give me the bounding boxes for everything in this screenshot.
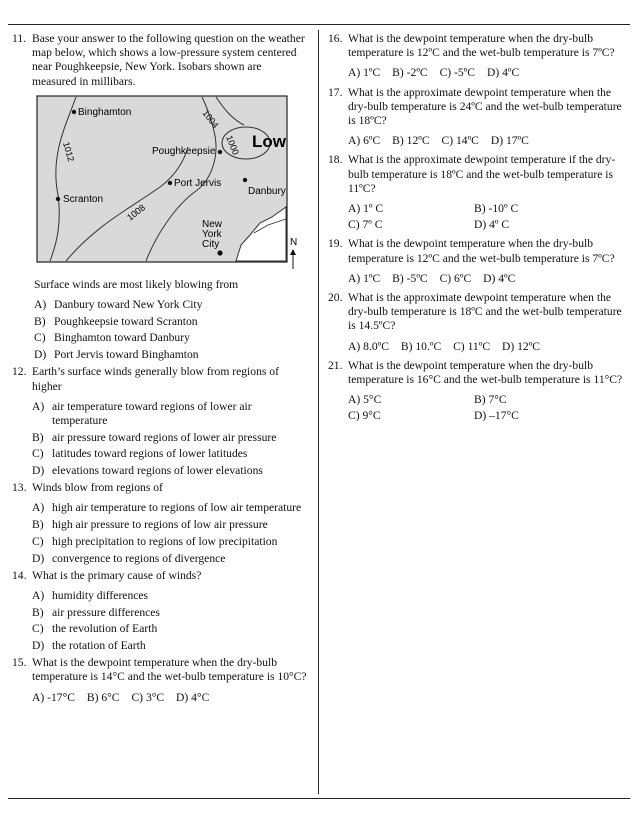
option-letter: D) <box>34 348 47 362</box>
answer-option[interactable]: A) 6ºC <box>348 134 381 148</box>
option-letter: A) <box>32 588 45 602</box>
answer-option[interactable]: B) -10º C <box>474 202 519 216</box>
binghamton-dot <box>72 110 76 114</box>
option-text: convergence to regions of divergence <box>52 551 226 565</box>
option-text: high air temperature to regions of low air temperature <box>52 501 302 515</box>
answer-option[interactable]: C) 11ºC <box>453 339 491 353</box>
answer-option[interactable] <box>32 431 308 445</box>
answer-choices <box>34 298 308 362</box>
question-stem: What is the dewpoint temperature when the dry-bulb temperature is 12ºC and the wet-bulb temperature is 7ºC? <box>348 32 615 60</box>
option-letter: B) <box>34 314 46 328</box>
left-column <box>12 32 308 705</box>
option-text: the revolution of Earth <box>52 622 158 636</box>
question-number: 19. <box>328 237 343 251</box>
answer-choices <box>32 400 308 479</box>
question-stem: What is the dewpoint temperature when the dry-bulb temperature is 14°C and the wet-bulb temperature is 10°C? <box>32 656 307 684</box>
question-stem: What is the dewpoint temperature when the dry-bulb temperature is 16°C and the wet-bulb temperature is 11°C? <box>348 358 623 387</box>
question-18 <box>328 153 628 232</box>
option-text: air pressure toward regions of lower air pressure <box>52 430 277 444</box>
question-lead: Surface winds are most likely blowing from <box>34 277 239 291</box>
option-letter: D) <box>32 551 45 565</box>
question-number: 14. <box>12 568 27 582</box>
question-stem: Winds blow from regions of <box>32 481 163 495</box>
danbury-label: Danbury <box>248 185 286 197</box>
question-14 <box>12 569 308 654</box>
answer-choices <box>32 501 308 565</box>
answer-option[interactable] <box>32 589 308 603</box>
question-stem: What is the approximate dewpoint temperature when the dry-bulb temperature is 24ºC and the wet-bulb temperature is 18ºC? <box>348 85 622 128</box>
weather-map-figure <box>36 95 304 271</box>
question-19 <box>328 237 628 286</box>
answer-choices <box>32 691 308 705</box>
isobar-label-1000: 1000 <box>224 133 241 157</box>
new-york-city-label-line2: York <box>202 228 222 240</box>
option-letter: B) <box>32 518 44 532</box>
question-stem: Base your answer to the following question on the weather map below, which shows a low-pressure system centered near Poughkeepsie, New York. Isobars shown are measured in millibars. <box>32 32 305 88</box>
answer-option[interactable]: A) 8.0ºC <box>348 339 389 353</box>
danbury-dot <box>243 178 247 182</box>
question-stem: What is the approximate dewpoint temperature when the dry-bulb temperature is 18ºC and the wet-bulb temperature is 14.5ºC? <box>348 291 622 333</box>
answer-choices <box>348 202 628 232</box>
option-text: humidity differences <box>52 588 149 602</box>
scranton-dot <box>56 197 60 201</box>
answer-option[interactable]: B) 10.ºC <box>400 339 442 353</box>
question-12 <box>12 365 308 478</box>
question-15 <box>12 656 308 705</box>
option-letter: C) <box>34 331 46 345</box>
weather-map <box>36 95 304 271</box>
answer-option[interactable]: B) -5ºC <box>392 271 428 285</box>
isobar-label-1012: 1012 <box>61 140 77 163</box>
right-column <box>328 32 628 424</box>
answer-option[interactable] <box>32 639 308 653</box>
option-letter: C) <box>32 447 44 461</box>
answer-option[interactable]: D) 4º C <box>474 218 510 232</box>
answer-option[interactable]: B) 6°C <box>86 690 120 704</box>
answer-option[interactable]: C) 3°C <box>131 690 165 704</box>
option-letter: A) <box>32 501 45 515</box>
answer-option[interactable]: A) 1ºC <box>348 66 381 80</box>
question-stem: What is the approximate dewpoint temperature if the dry-bulb temperature is 18ºC and the wet-bulb temperature is 11ºC? <box>348 153 616 195</box>
option-text: Port Jervis toward Binghamton <box>54 348 199 362</box>
answer-option[interactable] <box>34 348 308 362</box>
answer-option[interactable]: D) 4°C <box>176 690 210 704</box>
option-text: latitudes toward regions of lower latitudes <box>52 447 248 461</box>
option-letter: D) <box>32 639 45 653</box>
poughkeepsie-dot <box>218 150 222 154</box>
answer-option[interactable]: C) 6ºC <box>439 271 472 285</box>
answer-choices <box>348 66 628 80</box>
isobar-label-1004: 1004 <box>200 107 221 130</box>
answer-option[interactable]: D) –17°C <box>474 409 519 423</box>
new-york-city-label-line1: New <box>202 218 223 230</box>
answer-option[interactable]: C) 7º C <box>348 218 383 232</box>
question-number: 11. <box>12 32 27 45</box>
option-letter: A) <box>32 399 45 413</box>
answer-choices <box>348 272 628 286</box>
option-text: Binghamton toward Danbury <box>54 331 190 345</box>
isobar-label-1008: 1008 <box>125 202 148 223</box>
binghamton-label: Binghamton <box>78 106 132 118</box>
answer-option[interactable] <box>34 331 308 345</box>
port-jervis-dot <box>168 181 172 185</box>
question-21 <box>328 359 628 424</box>
option-text: Poughkeepsie toward Scranton <box>54 314 198 328</box>
answer-option[interactable]: A) -17°C <box>32 690 75 704</box>
option-letter: B) <box>32 605 44 619</box>
option-text: high air pressure to regions of low air pressure <box>52 518 268 532</box>
answer-option[interactable] <box>32 518 308 532</box>
new-york-city-label-line3: City <box>202 238 220 250</box>
answer-option[interactable] <box>32 501 308 515</box>
question-number: 13. <box>12 481 27 495</box>
new-york-city-dot <box>217 250 222 255</box>
port-jervis-label: Port Jervis <box>174 177 222 189</box>
question-16 <box>328 32 628 81</box>
answer-option[interactable] <box>32 622 308 636</box>
answer-option[interactable]: D) 12ºC <box>501 339 541 353</box>
answer-option[interactable] <box>32 552 308 566</box>
answer-option[interactable]: C) 14ºC <box>441 134 479 148</box>
option-letter: B) <box>32 430 44 444</box>
bottom-rule <box>8 798 630 799</box>
question-number: 21. <box>328 358 343 372</box>
answer-option[interactable]: C) -5ºC <box>439 66 476 80</box>
question-number: 12. <box>12 365 27 379</box>
question-number: 16. <box>328 32 343 45</box>
question-20 <box>328 291 628 354</box>
north-label: N <box>290 236 298 248</box>
answer-option[interactable]: D) 4ºC <box>483 271 516 285</box>
answer-option[interactable]: D) 17ºC <box>490 134 529 148</box>
answer-option[interactable]: B) 7°C <box>474 393 507 407</box>
option-text: Danbury toward New York City <box>54 298 203 312</box>
answer-option[interactable] <box>32 535 308 549</box>
answer-choices <box>348 340 628 354</box>
option-letter: D) <box>32 464 45 478</box>
answer-option[interactable]: A) 5°C <box>348 393 382 407</box>
answer-choices <box>32 589 308 653</box>
scranton-label: Scranton <box>63 193 104 205</box>
answer-option[interactable]: B) 12ºC <box>392 134 430 148</box>
option-text: air pressure differences <box>52 605 160 619</box>
option-text: the rotation of Earth <box>52 639 146 653</box>
option-letter: C) <box>32 622 44 636</box>
answer-option[interactable] <box>32 464 308 478</box>
answer-option[interactable] <box>32 400 308 428</box>
answer-option[interactable] <box>34 298 308 312</box>
question-number: 18. <box>328 153 343 167</box>
question-stem: Earth’s surface winds generally blow from regions of higher <box>32 365 279 393</box>
answer-option[interactable]: A) 1ºC <box>348 271 381 285</box>
column-divider <box>318 30 319 794</box>
answer-option[interactable]: D) 4ºC <box>486 66 520 80</box>
option-letter: A) <box>34 298 47 312</box>
option-text: air temperature toward regions of lower air temperature <box>52 399 252 427</box>
poughkeepsie-label: Poughkeepsie <box>152 145 216 157</box>
answer-option[interactable]: B) -2ºC <box>392 66 428 80</box>
answer-choices <box>348 393 628 423</box>
question-11 <box>12 32 308 89</box>
question-stem: What is the primary cause of winds? <box>32 568 202 582</box>
low-label: Low <box>252 131 286 151</box>
question-stem: What is the dewpoint temperature when the dry-bulb temperature is 12ºC and the wet-bulb temperature is 7ºC? <box>348 237 615 265</box>
option-text: elevations toward regions of lower elevations <box>52 464 263 478</box>
top-rule <box>8 24 630 25</box>
answer-option[interactable] <box>34 315 308 329</box>
question-17 <box>328 86 628 149</box>
answer-option[interactable]: A) 1º C <box>348 202 384 216</box>
north-arrowhead-icon <box>290 249 296 255</box>
answer-option[interactable] <box>32 606 308 620</box>
answer-option[interactable]: C) 9°C <box>348 409 381 423</box>
answer-choices <box>348 134 628 148</box>
question-number: 15. <box>12 656 27 670</box>
option-text: high precipitation to regions of low precipitation <box>52 534 278 548</box>
option-letter: C) <box>32 534 44 548</box>
question-number: 17. <box>328 85 343 99</box>
question-13 <box>12 481 308 566</box>
answer-option[interactable] <box>32 447 308 461</box>
question-number: 20. <box>328 291 343 305</box>
